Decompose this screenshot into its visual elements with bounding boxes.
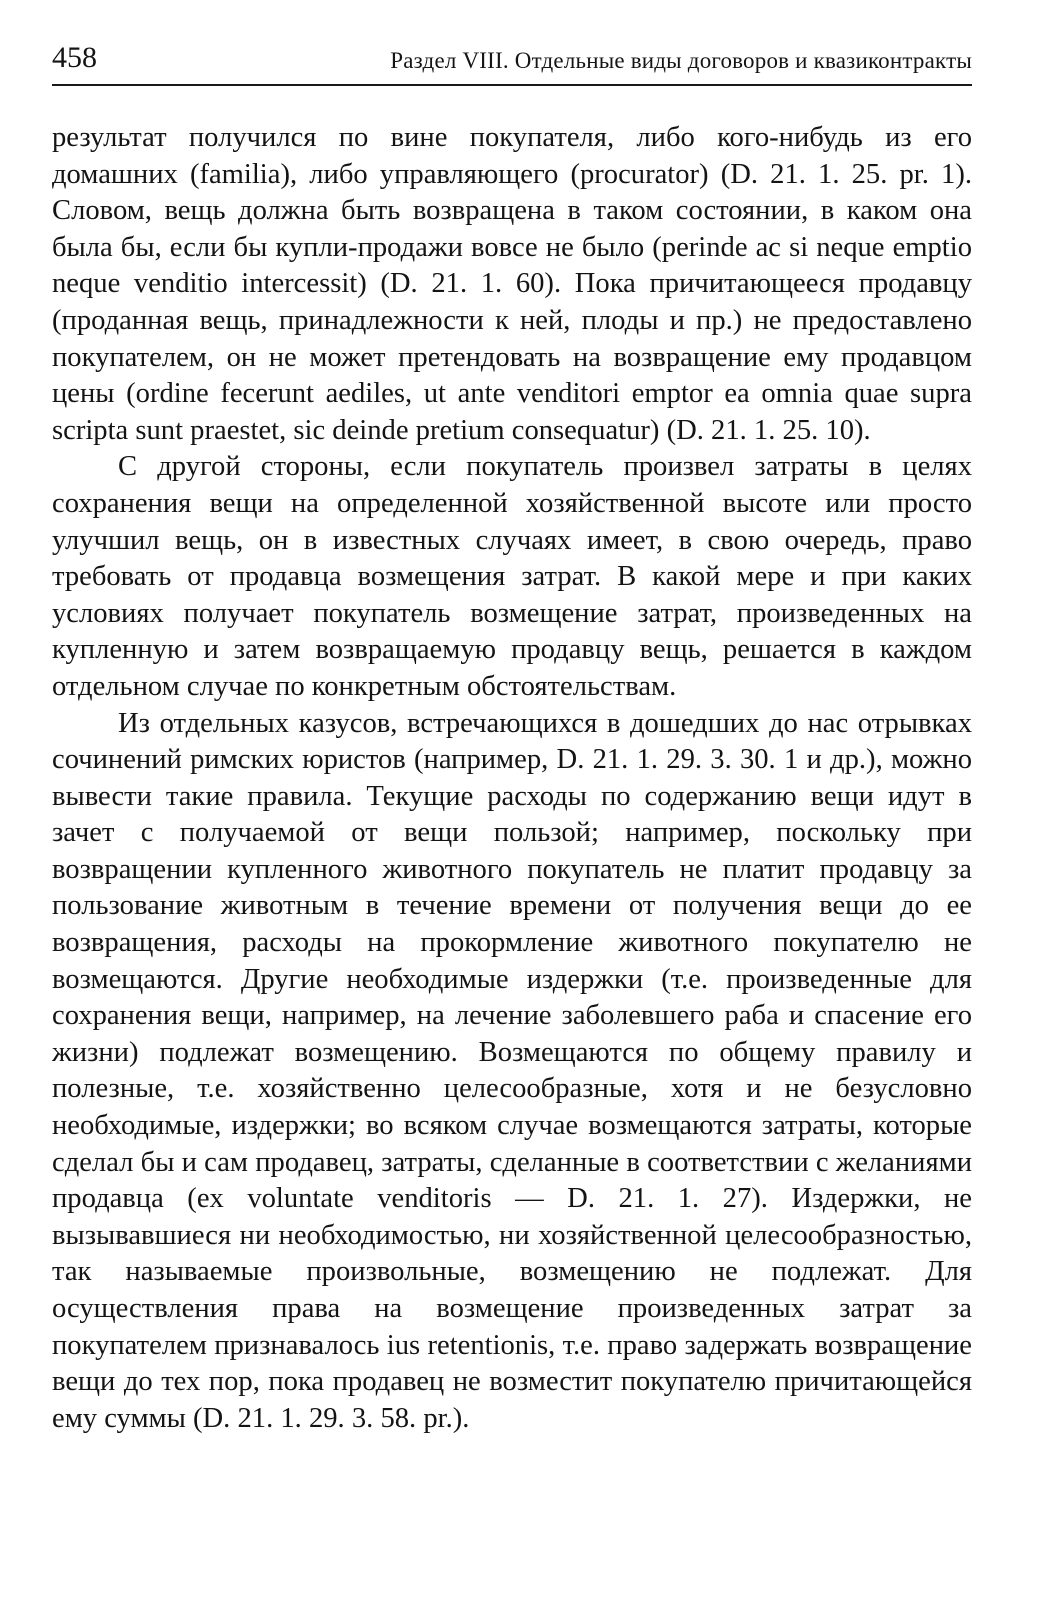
page-number: 458 xyxy=(52,41,97,74)
running-header xyxy=(52,36,972,86)
section-title: Раздел VIII. Отдельные виды договоров и квазиконтракты xyxy=(390,48,972,73)
book-page xyxy=(52,36,972,1437)
paragraph-expenses: С другой стороны, если покупатель произвел затраты в целях сохранения вещи на определенной хозяйственной высоте или просто улучшил вещь, он в известных случаях имеет, в свою очередь, право требовать от продавца возмещения затрат. В какой мере и при каких условиях получает покупатель возмещение затрат, произведенных на купленную и затем возвращаемую продавцу вещь, решается в каждом отдельном случае по конкретным обстоятельствам. xyxy=(52,451,972,702)
body-text xyxy=(52,120,972,1437)
paragraph-cases: Из отдельных казусов, встречающихся в дошедших до нас отрывках сочинений римских юристов (например, D. 21. 1. 29. 3. 30. 1 и др.), можно вывести такие правила. Текущие расходы по содержанию вещи идут в зачет с получаемой от вещи пользой; например, поскольку при возвращении купленного животного покупатель не платит продавцу за пользование животным в течение времени от получения вещи до ее возвращения, расходы на прокормление животного покупателю не возмещаются. Другие необходимые издержки (т.е. произведенные для сохранения вещи, например, на лечение заболевшего раба и спасение его жизни) подлежат возмещению. Возмещаются по общему правилу и полезные, т.е. хозяйственно целесообразные, хотя и не безусловно необходимые, издержки; во всяком случае возмещаются затраты, которые сделал бы и сам продавец, затраты, сделанные в соответствии с желаниями продавца (ex voluntate venditoris — D. 21. 1. 27). Издержки, не вызывавшиеся ни необходимостью, ни хозяйственной целесообразностью, так называемые произвольные, возмещению не подлежат. Для осуществления права на возмещение произведенных затрат за покупателем признавалось ius retentionis, т.е. право задержать возвращение вещи до тех пор, пока продавец не возместит покупателю причитающейся ему суммы (D. 21. 1. 29. 3. 58. pr.). xyxy=(52,707,972,1434)
paragraph-continuation: результат получился по вине покупателя, либо кого-нибудь из его домашних (familia), либо управляющего (procurator) (D. 21. 1. 25. pr. 1). Словом, вещь должна быть возвращена в таком состоянии, в каком она была бы, если бы купли-продажи вовсе не было (perinde ac si neque emptio neque venditio intercessit) (D. 21. 1. 60). Пока причитающееся продавцу (проданная вещь, принадлежности к ней, плоды и пр.) не предоставлено покупателем, он не может претендовать на возвращение ему продавцом цены (ordine fecerunt aediles, ut ante venditori emptor ea omnia quae supra scripta sunt praestet, sic deinde pretium consequatur) (D. 21. 1. 25. 10). xyxy=(52,122,972,446)
